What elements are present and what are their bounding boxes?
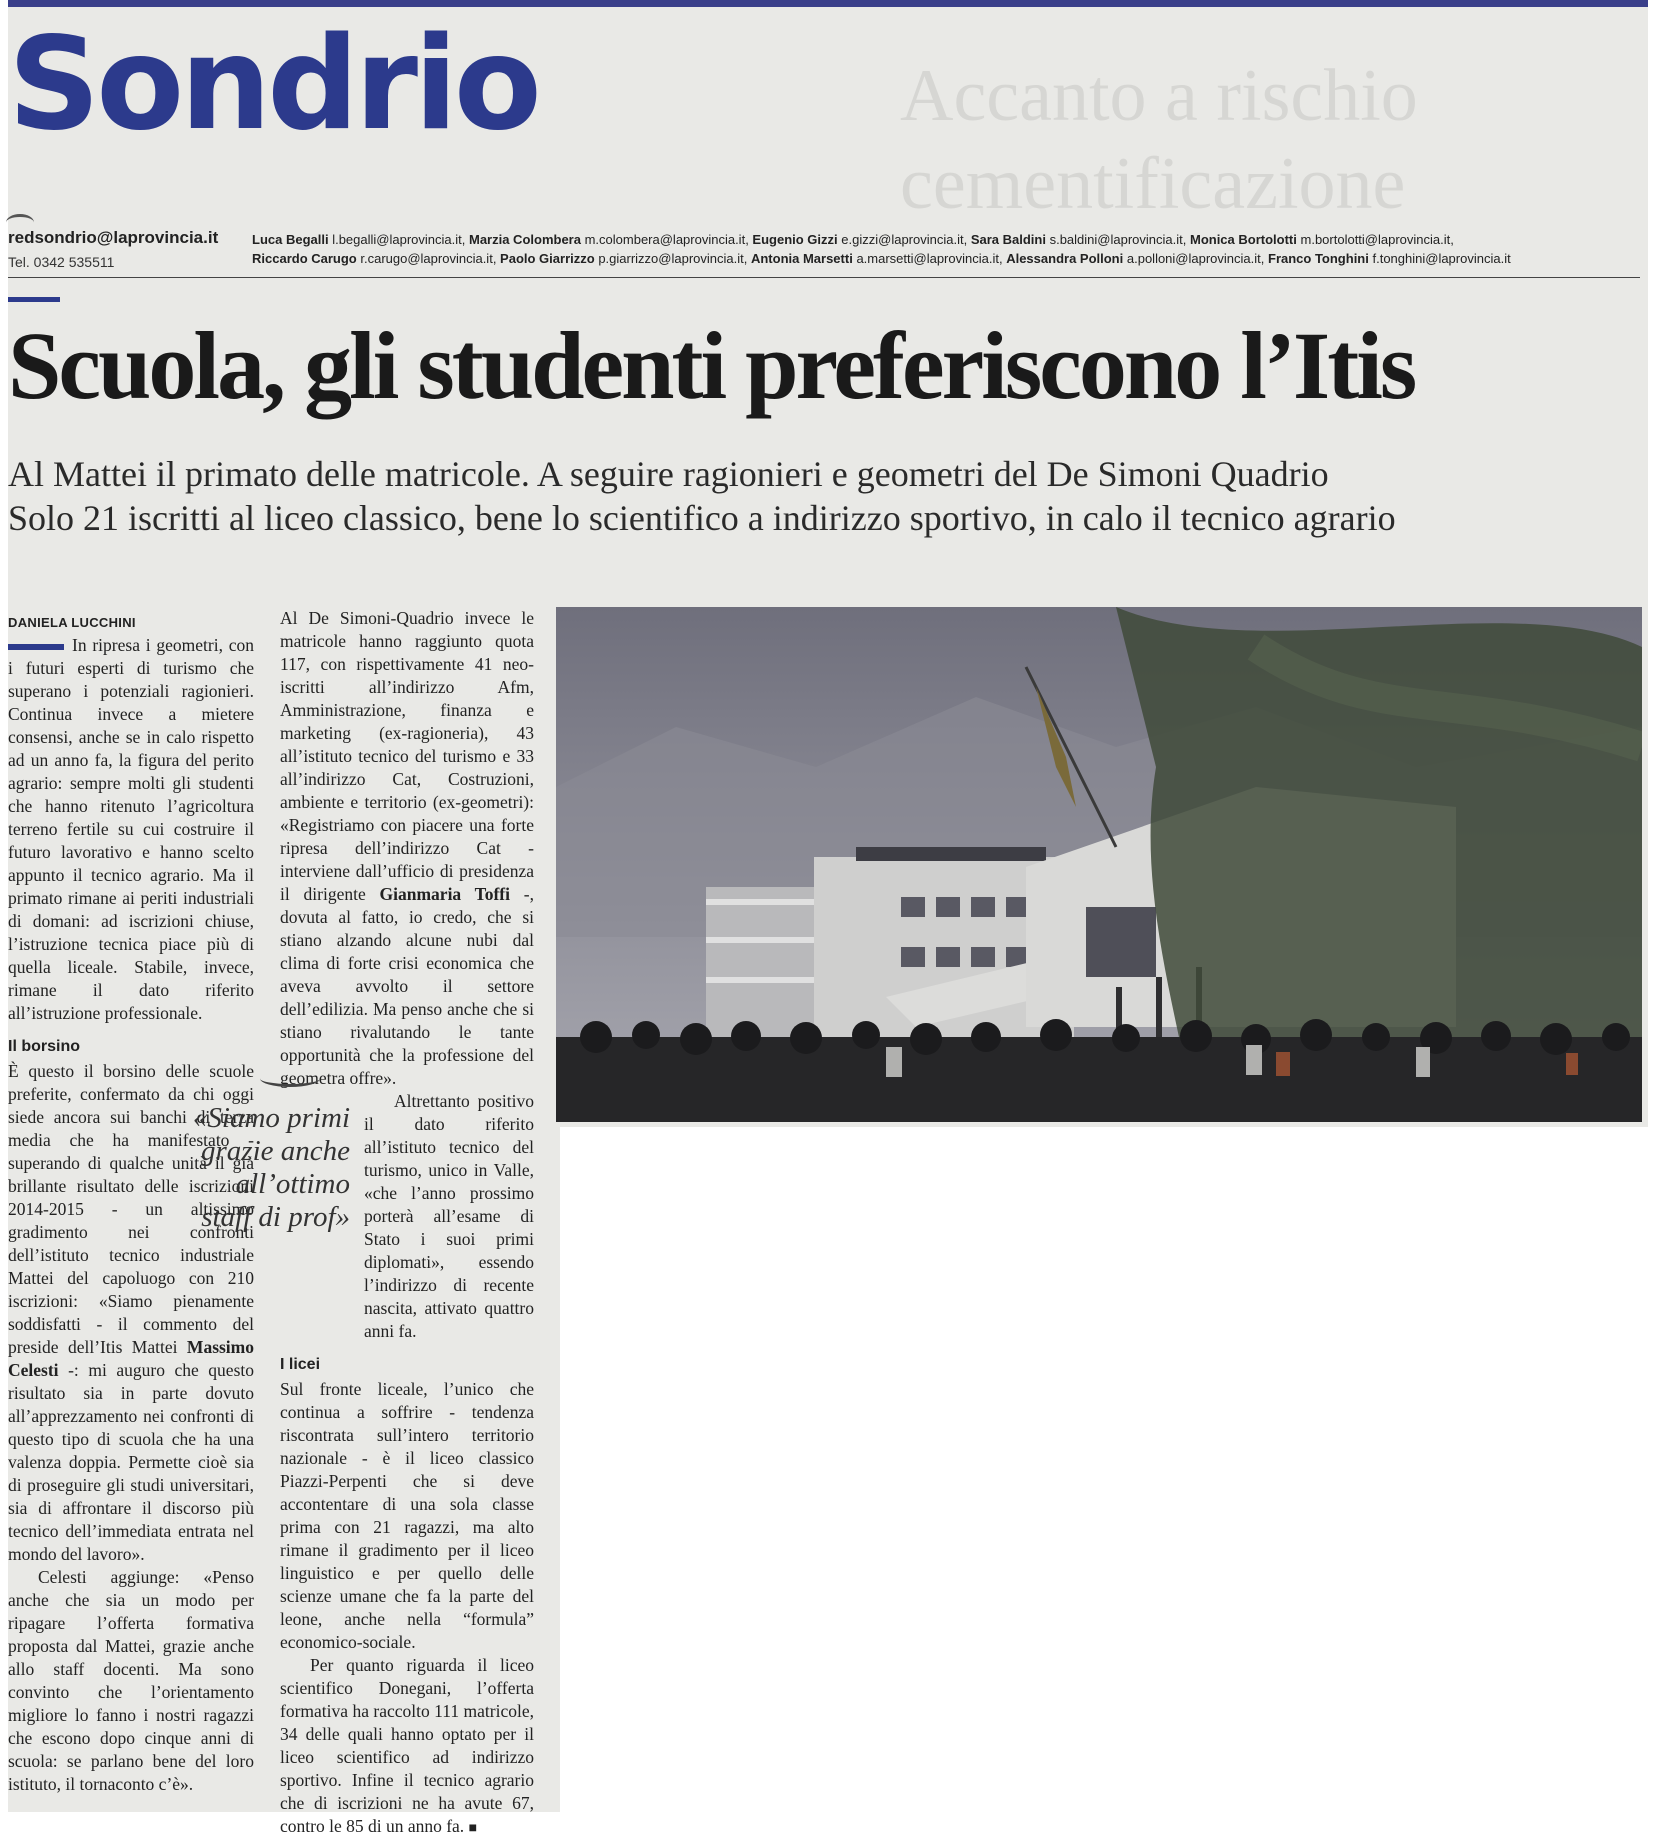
staff-entry: Franco Tonghini f.tonghini@laprovincia.it (1268, 251, 1511, 266)
headline-accent-bar (8, 297, 60, 302)
paragraph: Per quanto riguarda il liceo scientifico Donegani, l’offerta formativa ha raccolto 111 matricole, 34 delle quali hanno optato per il liceo scientifico ad indirizzo sportivo. Infine il tecnico agrario che di iscrizioni ne ha avute 67, contro le 85 di un anno fa. ■ (280, 1655, 534, 1836)
subhead-line: Al Mattei il primato delle matricole. A seguire ragionieri e geometri del De Simoni Quadrio (8, 454, 1329, 494)
section-heading: Il borsino (8, 1038, 80, 1055)
header-divider (8, 277, 1640, 278)
masthead: Sondrio (8, 10, 538, 159)
staff-entry: Paolo Giarrizzo p.giarrizzo@laprovincia.it, (500, 251, 751, 266)
paragraph: Altrettanto positivo il dato riferito all’istituto tecnico del turismo, unico in Valle, «che l’anno prossimo porterà all’esame di Stato i suoi primi diplomati», essendo l’indirizzo di recente nascita, attivato quattro anni fa. (364, 1091, 534, 1341)
paragraph: Sul fronte liceale, l’unico che continua a soffrire - tendenza riscontrata sull’intero territorio nazionale - è il liceo classico Piazzi-Perpenti che si deve accontentare di una sola classe prima con 21 ragazzi, ma alto rimane il gradimento per il liceo linguistico e per quello delle scienze umane che fa la parte del leone, anche nella “formula” economico-sociale. (280, 1379, 534, 1652)
staff-entry: Luca Begalli l.begalli@laprovincia.it, (252, 232, 469, 247)
contact-block (8, 228, 218, 270)
lead-paragraph: In ripresa i geometri, con i futuri esperti di turismo che superano i potenziali ragionieri. Continua invece a mietere consensi, anche se in calo rispetto ad un anno fa, la figura del perito agrario: sempre molti gli studenti che hanno ritenuto l’agricoltura terreno fertile su cui costruire il futuro lavorativo e hanno scelto appunto il tecnico agrario. Ma il primato rimane ai periti industriali di domani: ad iscrizioni chiuse, l’istruzione tecnica piace più di quella liceale. Stabile, invece, rimane il dato riferito all’istruzione professionale. (8, 635, 254, 1023)
end-mark: ■ (468, 1821, 478, 1836)
contact-phone: Tel. 0342 535511 (8, 254, 115, 270)
staff-entry: Antonia Marsetti a.marsetti@laprovincia.it, (750, 251, 1007, 266)
staff-entry: Monica Bortolotti m.bortolotti@laprovincia.it, (1189, 232, 1454, 247)
staff-entry: Eugenio Gizzi e.gizzi@laprovincia.it, (752, 232, 971, 247)
contact-email[interactable]: redsondrio@laprovincia.it (8, 228, 219, 247)
article-headline: Scuola, gli studenti preferiscono l’Itis (8, 312, 1415, 419)
subhead-line: Solo 21 iscritti al liceo classico, bene lo scientifico a indirizzo sportivo, in calo il tecnico agrario (8, 498, 1396, 538)
article-photo (556, 607, 1642, 1122)
article-subhead (8, 452, 1648, 540)
quote-ornament (260, 1070, 320, 1087)
byline: DANIELA LUCCHINI (8, 615, 136, 630)
staff-entry: Riccardo Carugo r.carugo@laprovincia.it, (252, 251, 501, 266)
staff-entry: Marzia Colombera m.colombera@laprovincia.it, (468, 232, 753, 247)
top-rule (8, 0, 1648, 7)
staff-list (252, 230, 1632, 268)
school-photo-illustration (556, 607, 1642, 1122)
section-heading: I licei (280, 1356, 321, 1373)
bleed-through-text: Accanto a rischio cementificazione (900, 55, 1418, 225)
staff-entry: Alessandra Polloni a.polloni@laprovincia.it, (1006, 251, 1268, 266)
mail-icon (6, 214, 34, 231)
lead-marker (8, 644, 64, 650)
paragraph: Al De Simoni-Quadrio invece le matricole hanno raggiunto quota 117, con rispettivamente 41 neo-iscritti all’indirizzo Afm, Amministrazione, finanza e marketing (ex-ragioneria), 43 all’istituto tecnico del turismo e 33 all’indirizzo Cat, Costruzioni, ambiente e territorio (ex-geometri): «Registriamo con piacere una forte ripresa dell’indirizzo Cat - interviene dall’ufficio di presidenza il dirigente Gianmaria Toffi -, dovuta al fatto, io credo, che si stiano alzando alcune nubi dal clima di forte crisi economica che aveva avvolto il settore dell’edilizia. Ma penso anche che si stiano rivalutando le tante opportunità che la professione del geometra offre». (280, 608, 534, 1088)
staff-entry: Sara Baldini s.baldini@laprovincia.it, (970, 232, 1190, 247)
pull-quote: «Siamo primi grazie anche all’ottimo staff di prof» (190, 1102, 350, 1234)
paragraph: È questo il borsino delle scuole preferite, confermato da chi oggi siede ancora sui banchi di terza media che ha manifestato - superando di qualche unità il già brillante risultato delle iscrizioni 2014-2015 - un altissimo gradimento nei confronti dell’istituto tecnico industriale Mattei del capoluogo con 210 iscrizioni: «Siamo pienamente soddisfatti - il commento del preside dell’Itis Mattei Massimo Celesti -: mi auguro che questo risultato sia in parte dovuto all’apprezzamento nei confronti di questo tipo di scuola che ha una valenza doppia. Permette cioè sia di proseguire gli studi universitari, sia di affrontare il discorso più tecnico dell’immediata entrata nel mondo del lavoro». (8, 1061, 255, 1564)
paragraph: Celesti aggiunge: «Penso anche che sia un modo per ripagare l’offerta formativa proposta dal Mattei, grazie anche allo staff docenti. Ma sono convinto che l’orientamento migliore lo fanno i nostri ragazzi che escono dopo cinque anni di scuola: se parlano bene del loro istituto, il tornaconto c’è». (8, 1567, 254, 1794)
